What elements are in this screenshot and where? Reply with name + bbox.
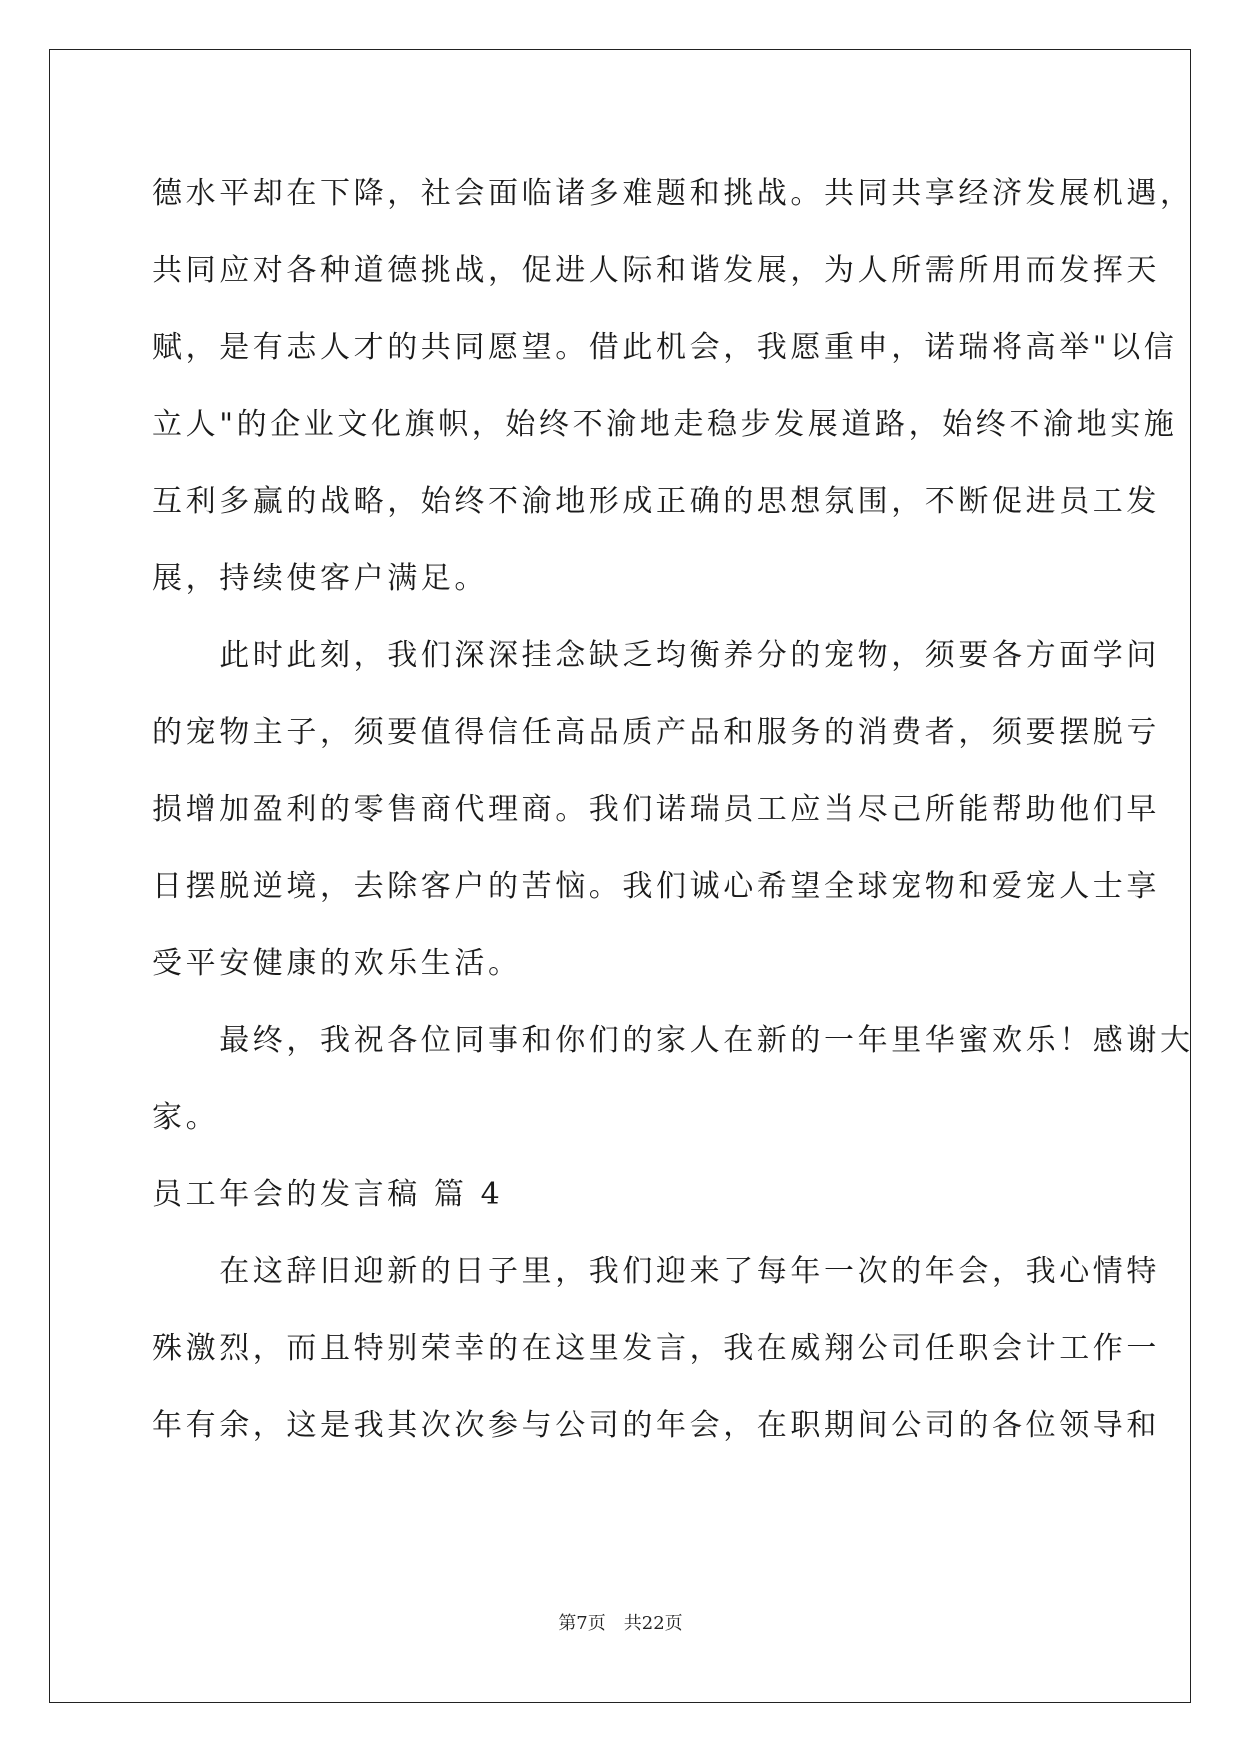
section-heading: 员工年会的发言稿 篇 4 [152,1177,504,1212]
text-line: 损增加盈利的零售商代理商。我们诺瑞员工应当尽己所能帮助他们早 [152,792,1160,827]
text-line: 受平安健康的欢乐生活。 [152,946,522,981]
text-line: 家。 [152,1100,220,1135]
text-line: 赋，是有志人才的共同愿望。借此机会，我愿重申，诺瑞将高举"以信 [152,330,1178,365]
text-line: 最终，我祝各位同事和你们的家人在新的一年里华蜜欢乐！感谢大 [152,1023,1194,1058]
document-body [152,155,1194,1464]
text-line: 共同应对各种道德挑战，促进人际和谐发展，为人所需所用而发挥天 [152,253,1160,288]
page-number-footer: 第7页 共22页 [558,1613,683,1634]
text-line: 德水平却在下降，社会面临诸多难题和挑战。共同共享经济发展机遇， [152,176,1194,211]
text-line: 日摆脱逆境，去除客户的苦恼。我们诚心希望全球宠物和爱宠人士享 [152,869,1160,904]
text-line: 年有余，这是我其次次参与公司的年会，在职期间公司的各位领导和 [152,1408,1160,1443]
text-line: 在这辞旧迎新的日子里，我们迎来了每年一次的年会，我心情特 [152,1254,1160,1289]
text-line: 殊激烈，而且特别荣幸的在这里发言，我在威翔公司任职会计工作一 [152,1331,1160,1366]
text-line: 此时此刻，我们深深挂念缺乏均衡养分的宠物，须要各方面学问 [152,638,1160,673]
text-line: 的宠物主子，须要值得信任高品质产品和服务的消费者，须要摆脱亏 [152,715,1160,750]
text-line: 互利多赢的战略，始终不渝地形成正确的思想氛围，不断促进员工发 [152,484,1160,519]
text-line: 立人"的企业文化旗帜，始终不渝地走稳步发展道路，始终不渝地实施 [152,407,1178,442]
text-line: 展，持续使客户满足。 [152,561,488,596]
